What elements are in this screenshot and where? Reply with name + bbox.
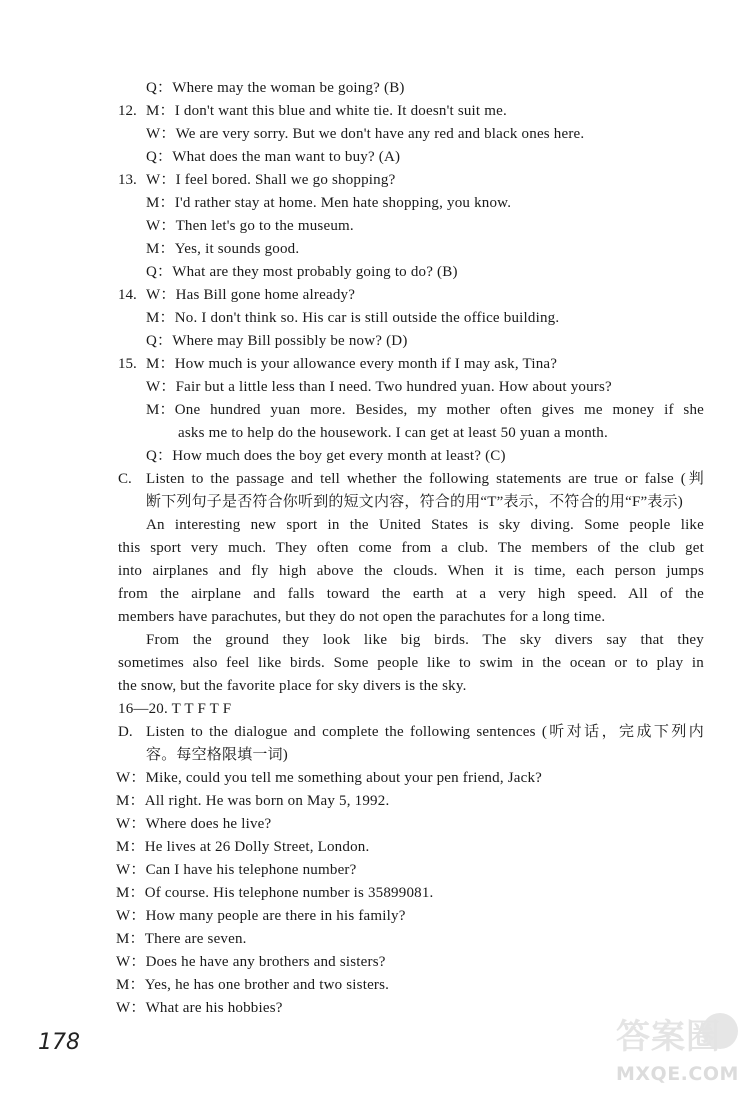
speaker-label: M： — [146, 310, 175, 326]
answer-line: 16—20. T T F T F — [118, 701, 232, 717]
speaker-label: Q： — [146, 149, 173, 165]
line-text: One hundred yuan more. Besides, my mother often gives me money if she — [174, 402, 704, 418]
question-number: 13. — [118, 172, 137, 188]
dialogue-line — [116, 975, 389, 995]
passage-line: An interesting new sport in the United States is sky diving. Some people like — [146, 517, 704, 533]
dialogue-line — [146, 285, 355, 305]
dialogue-line — [146, 147, 400, 167]
passage-line: sometimes also feel like birds. Some people like to swim in the ocean or to play in — [118, 655, 704, 671]
dialogue-line — [146, 308, 559, 328]
instruction-line: 断下列句子是否符合你听到的短文内容，符合的用“T”表示，不符合的用“F”表示) — [146, 494, 683, 510]
speaker-label: Q： — [146, 333, 173, 349]
line-text: I don't want this blue and white tie. It doesn't suit me. — [174, 103, 507, 119]
passage-line: from the airplane and falls toward the earth at a very high speed. All of the — [118, 586, 704, 602]
speaker-label: M： — [116, 977, 145, 993]
dialogue-line — [146, 78, 405, 98]
line-text: Fair but a little less than I need. Two hundred yuan. How about yours? — [175, 379, 612, 395]
dialogue-line — [116, 929, 247, 949]
speaker-label: M： — [116, 931, 145, 947]
dialogue-line — [116, 883, 434, 903]
dialogue-line — [146, 331, 408, 351]
line-text: What are his hobbies? — [145, 1000, 283, 1016]
speaker-label: W： — [146, 172, 176, 188]
line-text: asks me to help do the housework. I can get at least 50 yuan a month. — [178, 425, 608, 441]
line-text: There are seven. — [144, 931, 247, 947]
speaker-label: M： — [116, 885, 145, 901]
line-text: Can I have his telephone number? — [145, 862, 357, 878]
dialogue-line — [116, 860, 356, 880]
line-text: We are very sorry. But we don't have any red and black ones here. — [175, 126, 585, 142]
line-text: All right. He was born on May 5, 1992. — [144, 793, 390, 809]
speaker-label: W： — [146, 218, 176, 234]
dialogue-line — [116, 814, 271, 834]
dialogue-line — [116, 837, 369, 857]
line-text: Has Bill gone home already? — [175, 287, 356, 303]
speaker-label: Q： — [146, 448, 173, 464]
speaker-label: W： — [116, 1000, 146, 1016]
line-text: What are they most probably going to do? (B) — [172, 264, 458, 280]
speaker-label: M： — [146, 402, 175, 418]
dialogue-line — [146, 239, 299, 259]
watermark-logo: 答案圈 — [616, 1017, 721, 1057]
passage-line: members have parachutes, but they do not open the parachutes for a long time. — [118, 609, 606, 625]
dialogue-line — [116, 768, 542, 788]
section-letter: C. — [118, 471, 132, 487]
line-text: Where may the woman be going? (B) — [172, 80, 405, 96]
speaker-label: W： — [146, 287, 176, 303]
watermark — [610, 1005, 745, 1095]
speaker-label: M： — [116, 793, 145, 809]
line-text: I feel bored. Shall we go shopping? — [175, 172, 396, 188]
speaker-label: W： — [116, 954, 146, 970]
instruction-line: Listen to the passage and tell whether the following statements are true or false (判 — [146, 471, 704, 487]
instruction-line: Listen to the dialogue and complete the following sentences (听对话，完成下列内 — [146, 724, 704, 740]
speaker-label: W： — [146, 126, 176, 142]
speaker-label: M： — [116, 839, 145, 855]
dialogue-line — [146, 262, 458, 282]
line-text: No. I don't think so. His car is still outside the office building. — [174, 310, 560, 326]
line-text: Mike, could you tell me something about your pen friend, Jack? — [145, 770, 543, 786]
dialogue-line — [146, 101, 507, 121]
line-text: I'd rather stay at home. Men hate shopping, you know. — [174, 195, 512, 211]
speaker-label: Q： — [146, 80, 173, 96]
speaker-label: W： — [116, 770, 146, 786]
dialogue-line — [146, 446, 506, 466]
speaker-label: W： — [116, 908, 146, 924]
dialogue-line — [116, 998, 283, 1018]
speaker-label: M： — [146, 195, 175, 211]
line-text: Yes, he has one brother and two sisters. — [144, 977, 390, 993]
dialogue-line — [146, 193, 511, 213]
line-text: How much does the boy get every month at least? (C) — [172, 448, 506, 464]
dialogue-line — [116, 791, 389, 811]
question-number: 14. — [118, 287, 137, 303]
passage-line: into airplanes and fly high above the clouds. When it is time, each person jumps — [118, 563, 704, 579]
passage-line: the snow, but the favorite place for sky divers is the sky. — [118, 678, 467, 694]
speaker-label: M： — [146, 103, 175, 119]
line-text: How many people are there in his family? — [145, 908, 406, 924]
dialogue-line — [116, 906, 406, 926]
line-text: Then let's go to the museum. — [175, 218, 354, 234]
speaker-label: W： — [146, 379, 176, 395]
line-text: Where may Bill possibly be now? (D) — [172, 333, 408, 349]
dialogue-line — [146, 170, 395, 190]
page-number: 178 — [38, 1030, 80, 1055]
dialogue-line — [116, 952, 386, 972]
line-text: Where does he live? — [145, 816, 272, 832]
line-text: What does the man want to buy? (A) — [172, 149, 401, 165]
instruction-line: 容。每空格限填一词) — [146, 747, 288, 763]
speaker-label: Q： — [146, 264, 173, 280]
passage-line: this sport very much. They often come from a club. The members of the club get — [118, 540, 704, 556]
speaker-label: W： — [116, 862, 146, 878]
section-letter: D. — [118, 724, 133, 740]
dialogue-line — [146, 124, 584, 144]
passage-line: From the ground they look like big birds. The sky divers say that they — [146, 632, 704, 648]
line-text: Of course. His telephone number is 35899081. — [144, 885, 434, 901]
dialogue-line — [146, 377, 612, 397]
line-text: He lives at 26 Dolly Street, London. — [144, 839, 370, 855]
question-number: 15. — [118, 356, 137, 372]
line-text: How much is your allowance every month if I may ask, Tina? — [174, 356, 558, 372]
dialogue-line — [146, 354, 557, 374]
line-text: Does he have any brothers and sisters? — [145, 954, 386, 970]
speaker-label: M： — [146, 356, 175, 372]
line-text: Yes, it sounds good. — [174, 241, 300, 257]
dialogue-line — [146, 216, 354, 236]
speaker-label: W： — [116, 816, 146, 832]
question-number: 12. — [118, 103, 137, 119]
dialogue-line — [146, 400, 704, 420]
dialogue-line — [178, 423, 608, 443]
speaker-label: M： — [146, 241, 175, 257]
watermark-url: MXQE.COM — [616, 1063, 739, 1085]
